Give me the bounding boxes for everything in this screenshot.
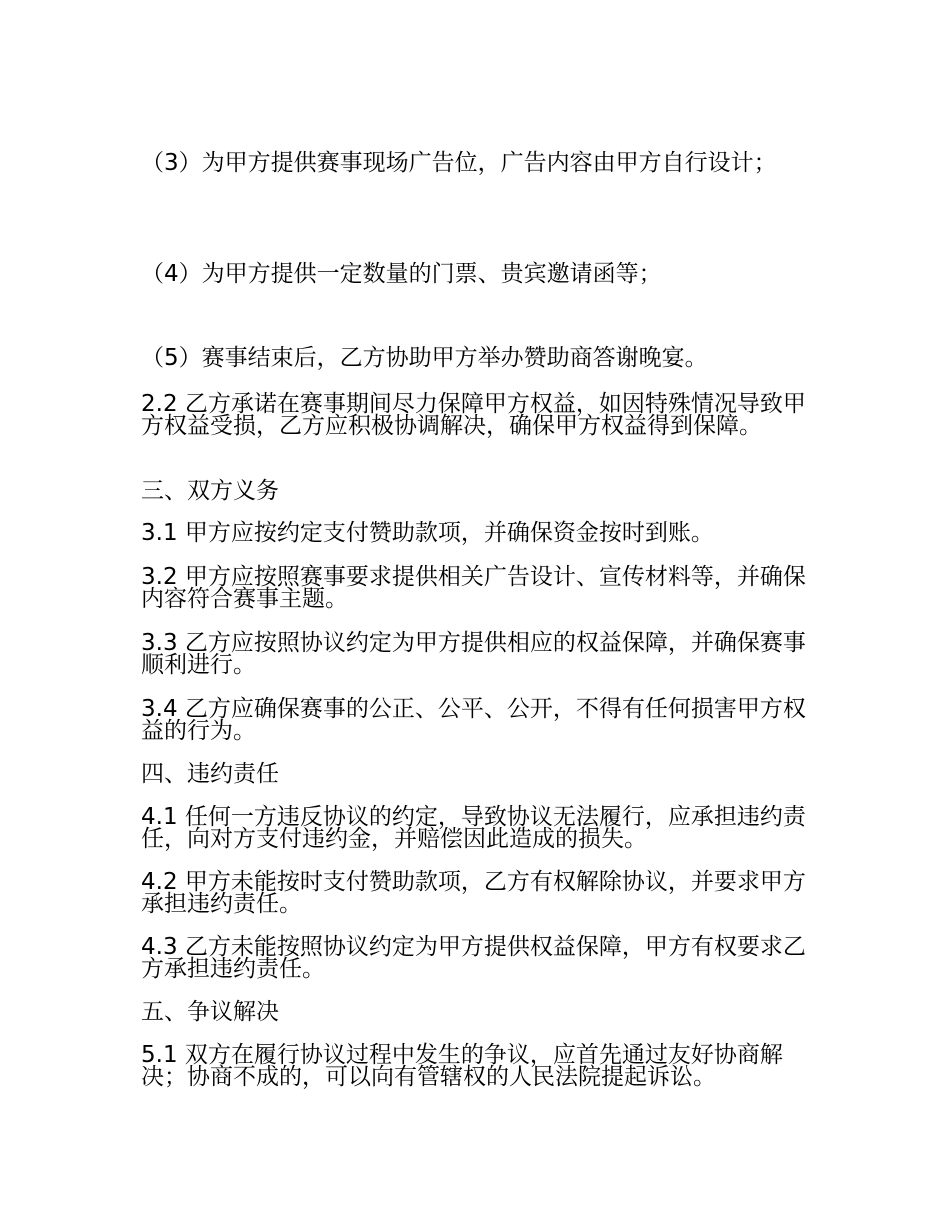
clause-2-2: 2.2 乙方承诺在赛事期间尽力保障甲方权益，如因特殊情况导致甲方权益受损，乙方应积极协调解决，确保甲方权益得到保障。 [141, 391, 806, 439]
list-item-5: （5）赛事结束后，乙方协助甲方举办赞助商答谢晚宴。 [141, 345, 708, 371]
clause-4-1: 4.1 任何一方违反协议的约定，导致协议无法履行，应承担违约责任，向对方支付违约金，并赔偿因此造成的损失。 [141, 804, 806, 852]
clause-5-1: 5.1 双方在履行协议过程中发生的争议，应首先通过友好协商解决；协商不成的，可以向有管辖权的人民法院提起诉讼。 [141, 1042, 783, 1090]
list-item-4: （4）为甲方提供一定数量的门票、贵宾邀请函等； [141, 261, 662, 287]
clause-4-3: 4.3 乙方未能按照协议约定为甲方提供权益保障，甲方有权要求乙方承担违约责任。 [141, 934, 806, 982]
section-heading-3: 三、双方义务 [141, 478, 279, 504]
clause-3-2: 3.2 甲方应按照赛事要求提供相关广告设计、宣传材料等，并确保内容符合赛事主题。 [141, 564, 806, 612]
clause-4-2: 4.2 甲方未能按时支付赞助款项，乙方有权解除协议，并要求甲方承担违约责任。 [141, 869, 806, 917]
section-heading-5: 五、争议解决 [141, 999, 279, 1025]
clause-3-3: 3.3 乙方应按照协议约定为甲方提供相应的权益保障，并确保赛事顺利进行。 [141, 630, 806, 678]
section-heading-4: 四、违约责任 [141, 761, 279, 787]
clause-3-4: 3.4 乙方应确保赛事的公正、公平、公开，不得有任何损害甲方权益的行为。 [141, 696, 806, 744]
clause-3-1: 3.1 甲方应按约定支付赞助款项，并确保资金按时到账。 [141, 520, 714, 546]
list-item-3: （3）为甲方提供赛事现场广告位，广告内容由甲方自行设计； [141, 150, 777, 176]
